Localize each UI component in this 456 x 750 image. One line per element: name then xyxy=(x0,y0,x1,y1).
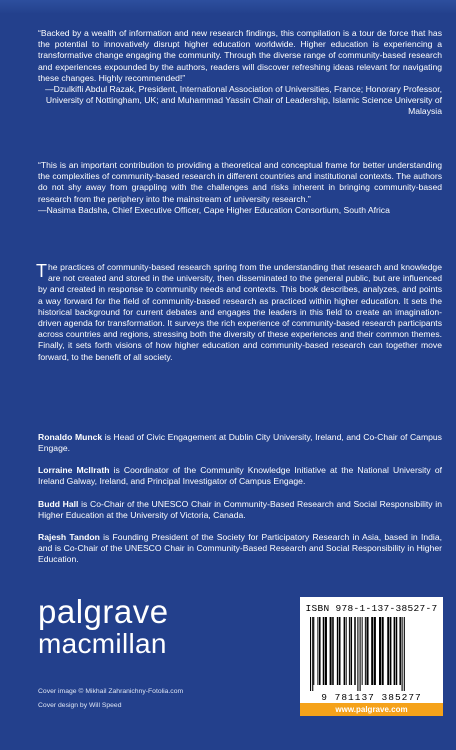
author-name: Budd Hall xyxy=(38,499,79,509)
author-bio xyxy=(38,432,442,454)
quote-2-attribution: —Nasima Badsha, Chief Executive Officer, Cape Higher Education Consortium, South Africa xyxy=(38,204,390,215)
barcode-bars xyxy=(308,617,435,691)
quote-1-attribution: —Dzulkifli Abdul Razak, President, International Association of Universities, France; Honorary Professor, University of Nottingham, UK; and Muhammad Yassin Chair of Leadership, Islamic Science University of Malaysia xyxy=(45,84,442,117)
author-name: Rajesh Tandon xyxy=(38,532,100,542)
author-bio-text: is Co-Chair of the UNESCO Chair in Community-Based Research and Social Responsibility in Higher Education at the University of Victoria, Canada. xyxy=(38,499,442,521)
book-description xyxy=(38,262,442,363)
cover-design-credit: Cover design by Will Speed xyxy=(38,702,122,709)
author-bio-text: is Founding President of the Society for Participatory Research in Asia, based in India, and is Co-Chair of the UNESCO Chair in Community-Based Research and Social Responsibility in Higher Education. xyxy=(38,532,442,565)
publisher-logo-line-2: macmillan xyxy=(38,628,167,659)
author-bio xyxy=(38,465,442,487)
top-band xyxy=(0,0,456,14)
publisher-logo xyxy=(38,595,169,659)
description-dropcap: T xyxy=(36,261,47,281)
barcode-digits: 9 781137 385277 xyxy=(321,692,422,703)
endorsement-quote-1 xyxy=(38,28,442,118)
author-bio-text: is Head of Civic Engagement at Dublin City University, Ireland, and Co-Chair of Campus Engage. xyxy=(38,432,442,454)
isbn-barcode xyxy=(300,597,443,707)
quote-2-text: “This is an important contribution to providing a theoretical and conceptual frame for better understanding the complexities of community-based research in different countries and institutional contexts. The authors do not shy away from grappling with the challenges and risks inherent in bringing community-based research from the periphery into the mainstream of university research.” xyxy=(38,160,442,204)
author-name: Ronaldo Munck xyxy=(38,432,103,442)
author-bio xyxy=(38,532,442,566)
publisher-logo-line-1: palgrave xyxy=(38,593,169,630)
isbn-text: ISBN 978-1-137-38527-7 xyxy=(305,603,438,614)
publisher-url: www.palgrave.com xyxy=(300,703,443,716)
cover-image-credit: Cover image © Mikhail Zahranichny-Fotolia.com xyxy=(38,688,184,695)
author-bio xyxy=(38,499,442,521)
endorsement-quote-2 xyxy=(38,160,442,216)
quote-1-text: “Backed by a wealth of information and new research findings, this compilation is a tour de force that has the potential to innovatively disrupt higher education worldwide. Higher education is experiencing a transformative change engaging the community. Through the diverse range of community-based research and experiences expounded by the authors, readers will discover refreshing ideas relevant for navigating these changes. Highly recommended!” xyxy=(38,28,442,83)
description-text: he practices of community-based research spring from the understanding that research and knowledge are not created and stored in the university, then disseminated to the general public, but are influenced by and created in response to community needs and contexts. This book describes, analyzes, and points a way forward for the field of community-based research as practiced within higher education. It sets the historical background for current debates and engages the leaders in this field to create an imagination-driven agenda for transformation. It surveys the rich experience of community-based research participants across countries and regions, stressing both the diversity of these experiences and their common themes. Finally, it sets forth visions of how higher education and community-based research can together move forward, to the benefit of all society. xyxy=(38,262,442,362)
author-name: Lorraine McIlrath xyxy=(38,465,110,475)
author-bio-text: is Coordinator of the Community Knowledge Initiative at the National University of Ireland Galway, Ireland, and Principal Investigator of Campus Engage. xyxy=(38,465,442,487)
